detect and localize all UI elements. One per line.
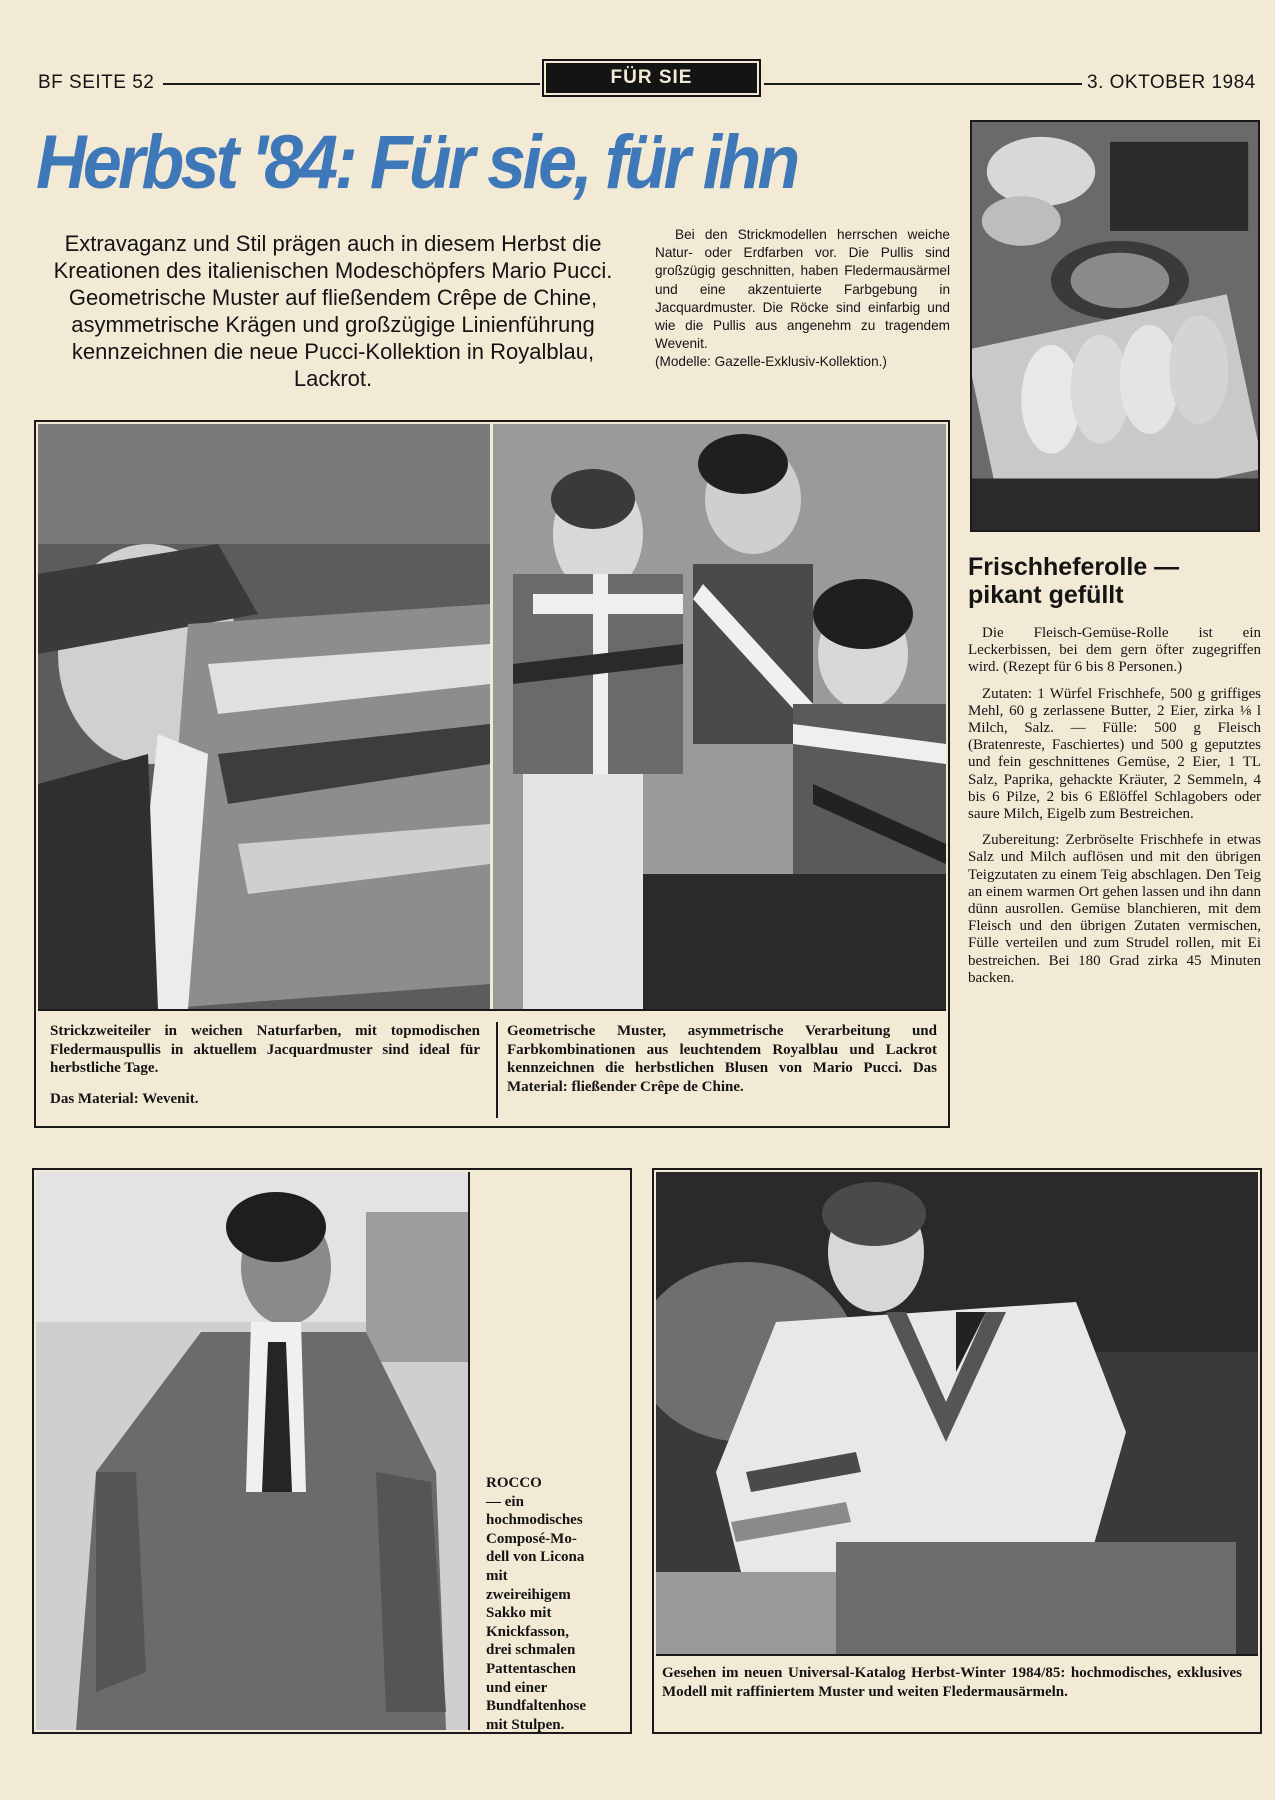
recipe-preparation: Zubereitung: Zerbröselte Frischhefe in etwas Salz und Milch auflösen und mit den übrigen Teigzutaten zu einem Teig abschlagen. Den Teig an einem warmen Ort gehen lassen und ihn dann dünn ausrollen. Gemüse blanchieren, mit dem Fleisch und den übrigen Zutaten vermischen, Fülle verteilen und zum Strudel rollen, mit Ei bestreichen. Bei 180 Grad zirka 45 Minuten backen.	[968, 832, 1261, 986]
catalog-photo	[656, 1172, 1258, 1654]
catalog-caption-rule	[656, 1654, 1258, 1656]
rocco-divider	[468, 1172, 470, 1730]
recipe-title-line-2: pikant gefüllt	[968, 581, 1124, 609]
rocco-line: Pattentaschen	[486, 1660, 576, 1677]
header-rule-left	[163, 83, 540, 85]
recipe-title	[968, 553, 1233, 609]
food-photo	[970, 120, 1260, 532]
caption-knitwear-material: Das Material: Wevenit.	[50, 1090, 199, 1107]
headline: Herbst '84: Für sie, für ihn	[36, 120, 797, 205]
caption-pucci: Geometrische Muster, asymmetrische Verarbeitung und Farbkombinationen aus leuchtendem Royalblau und Lackrot kennzeichnen die herbstlichen Blusen von Mario Pucci. Das Material: fließender Crêpe de Chine.	[507, 1023, 937, 1095]
rocco-photo	[36, 1172, 468, 1730]
recipe-text	[968, 625, 1261, 996]
caption-knitwear-text: Strickzweiteiler in weichen Naturfarben, mit topmodischen Fledermauspullis in aktuellem Jacquardmuster sind ideal für herbstliche Tage.	[50, 1023, 480, 1076]
rocco-line: und einer	[486, 1679, 548, 1696]
caption-catalog: Gesehen im neuen Universal-Katalog Herbst-Winter 1984/85: hochmodisches, exklusives Modell mit raffiniertem Muster und weiten Fledermausärmeln.	[662, 1665, 1242, 1700]
rocco-line: zweireihigem	[486, 1586, 571, 1603]
recipe-intro: Die Fleisch-Gemüse-Rolle ist ein Leckerbissen, bei dem gern öfter zugegriffen wird. (Rezept für 6 bis 8 Personen.)	[968, 625, 1261, 676]
caption-knitwear	[50, 1022, 480, 1120]
rocco-line: Bundfaltenhose	[486, 1698, 587, 1715]
caption-rule	[38, 1009, 946, 1011]
rocco-line: hochmodisches	[486, 1512, 583, 1529]
rocco-line: mit	[486, 1567, 508, 1584]
recipe-title-line-1: Frischheferolle —	[968, 553, 1180, 581]
caption-divider	[496, 1022, 498, 1118]
intro-text: Extravaganz und Stil prägen auch in diesem Herbst die Kreationen des italienischen Modeschöpfers Mario Pucci. Geometrische Muster auf fließendem Crêpe de Chine, asymmetrische Krägen und großzügige Linienführung kennzeichnen die neue Pucci-Kollektion in Royalblau, Lackrot.	[53, 231, 613, 391]
header-rule-right	[764, 83, 1082, 85]
rocco-line: drei schmalen	[486, 1642, 576, 1659]
knitwear-text-block	[655, 226, 950, 372]
rocco-line: mit Stulpen.	[486, 1716, 565, 1733]
rocco-line: Composé-Mo-	[486, 1530, 577, 1547]
recipe-ingredients: Zutaten: 1 Würfel Frischhefe, 500 g griffiges Mehl, 60 g zerlassene Butter, 2 Eier, zirka ⅛ l Milch, Salz. — Fülle: 500 g Fleisch (Bratenreste, Faschiertes) und 500 g geputztes und fein geschnittenes Gemüse, 2 Eier, 1 TL Salz, Paprika, gehackte Kräuter, 2 Semmeln, 4 bis 6 Pilze, 2 bis 6 Eßlöffel Schlagobers oder saure Milch, Eigelb zum Bestreichen.	[968, 685, 1261, 823]
issue-date: 3. OKTOBER 1984	[1087, 72, 1256, 93]
rocco-line: Knickfasson,	[486, 1623, 569, 1640]
knitwear-photo	[38, 424, 490, 1009]
rocco-line: dell von Licona	[486, 1549, 585, 1566]
section-label: FÜR SIE	[546, 63, 757, 93]
photo-divider	[490, 424, 493, 1009]
rocco-line: Sakko mit	[486, 1605, 552, 1622]
rocco-line: — ein	[486, 1493, 524, 1510]
knitwear-text: Bei den Strickmodellen herrschen weiche Natur- oder Erdfarben vor. Die Pullis sind großzügig geschnitten, haben Fledermausärmel und eine akzentuierte Farbgebung in Jacquardmuster. Die Röcke sind einfarbig und wie die Pullis aus angenehm zu tragendem Wevenit.	[655, 227, 950, 352]
pucci-blouses-photo	[493, 424, 946, 1009]
rocco-caption	[486, 1474, 626, 1734]
rocco-line: ROCCO	[486, 1475, 542, 1491]
page-number: BF SEITE 52	[38, 72, 155, 93]
knitwear-credit: (Modelle: Gazelle-Exklusiv-Kollektion.)	[655, 354, 887, 370]
